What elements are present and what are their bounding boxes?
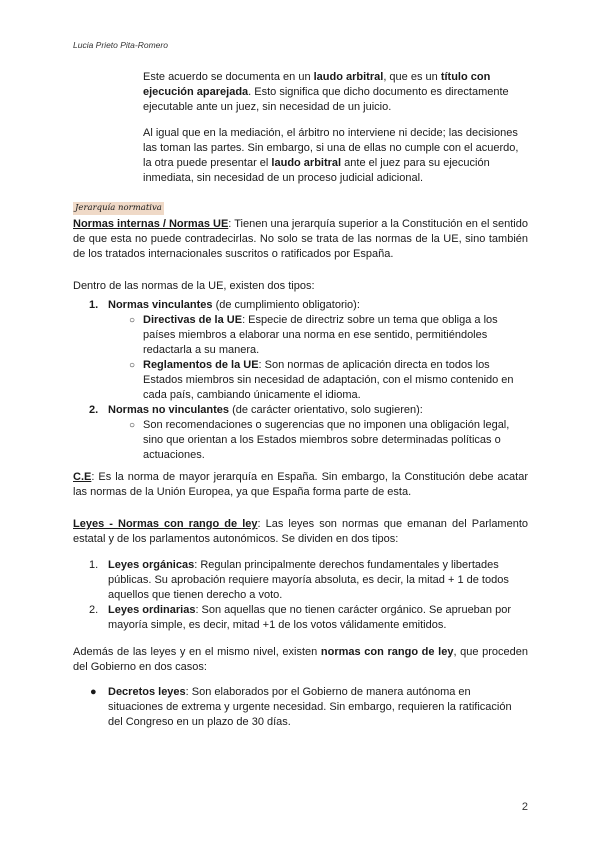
text-run: : Son normas de aplicación directa en todos los Estados miembros sin necesidad de adaptación, con el mismo contenido en cada país, cambiando únicamente el idioma. bbox=[143, 359, 514, 401]
bold-term: Decretos leyes bbox=[108, 686, 186, 698]
list-item bbox=[129, 418, 528, 463]
text-run: , que es un bbox=[383, 71, 441, 83]
list-item bbox=[89, 603, 528, 633]
bold-term: Directivas de la UE bbox=[143, 314, 243, 326]
bold-term: laudo arbitral bbox=[271, 157, 342, 169]
text-run: . Esto significa que dicho documento es directamente ejecutable ante un juez, sin necesidad de un juicio. bbox=[143, 86, 509, 113]
bold-term: Leyes ordinarias bbox=[108, 604, 196, 616]
leyes-paragraph bbox=[73, 517, 528, 547]
bold-term: título con ejecución aparejada bbox=[143, 71, 491, 98]
bullet-icon: ● bbox=[90, 686, 97, 698]
normas-internas-term: Normas internas / Normas UE bbox=[73, 218, 229, 230]
sub-list bbox=[129, 418, 528, 463]
text-run: : Tienen una jerarquía superior a la Constitución en el sentido de que esta no puede contradecirlas. No solo se trata de las normas de la UE, sino también de los tratados internacionales suscritos o ratificados por España. bbox=[73, 218, 528, 260]
list-item bbox=[90, 685, 528, 730]
page-number: 2 bbox=[521, 801, 528, 813]
text-run: , que proceden del Gobierno en dos casos: bbox=[73, 646, 529, 673]
ce-term: C.E bbox=[73, 471, 92, 483]
tipos-list bbox=[89, 298, 528, 463]
list-item bbox=[89, 298, 528, 313]
bold-term: Leyes orgánicas bbox=[108, 559, 195, 571]
list-item bbox=[89, 403, 528, 418]
text-run: : Especie de directriz sobre un tema que obliga a los países miembros a elaborar una norma en ese sentido, permitiéndoles redactarla a su manera. bbox=[143, 314, 498, 356]
list-marker: 1. bbox=[89, 299, 99, 311]
text-run: Al igual que en la mediación, el árbitro no interviene ni decide; las decisiones las toman las partes. Sin embargo, si una de ellas no cumple con el acuerdo, la otra puede presentar el bbox=[143, 127, 519, 169]
circle-bullet-icon: ○ bbox=[129, 360, 136, 371]
list-item bbox=[129, 358, 528, 403]
list-item bbox=[129, 313, 528, 358]
text-run: : Es la norma de mayor jerarquía en España. Sin embargo, la Constitución debe acatar las normas de la Unión Europea, ya que España forma parte de esta. bbox=[73, 471, 528, 498]
list-item bbox=[89, 558, 528, 603]
decretos-list bbox=[90, 685, 528, 730]
intro-paragraph-1 bbox=[143, 70, 528, 115]
intro-paragraph-2 bbox=[143, 126, 528, 186]
normas-internas-paragraph bbox=[73, 217, 528, 262]
list-marker: 2. bbox=[89, 604, 99, 616]
circle-bullet-icon: ○ bbox=[129, 315, 136, 326]
circle-bullet-icon: ○ bbox=[129, 420, 136, 431]
sub-list bbox=[129, 313, 528, 403]
text-run: : Regulan principalmente derechos fundamentales y libertades públicas. Su aprobación requiere mayoría absoluta, es decir, la mitad + 1 de todos aquellos que tienen derecho a voto. bbox=[108, 559, 509, 601]
leyes-term: Leyes - Normas con rango de ley bbox=[73, 518, 258, 530]
text-run: (de carácter orientativo, solo sugieren): bbox=[229, 404, 423, 416]
text-run: ante el juez para su ejecución inmediata, sin necesidad de un proceso judicial adicional. bbox=[143, 157, 490, 184]
list-marker: 2. bbox=[89, 404, 99, 416]
dentro-paragraph bbox=[73, 279, 528, 294]
section-heading: Jerarquía normativa bbox=[75, 203, 162, 213]
bold-term: Reglamentos de la UE bbox=[143, 359, 259, 371]
text-run: : Son aquellas que no tienen carácter orgánico. Se aprueban por mayoría simple, es decir, mitad +1 de los votos válidamente emitidos. bbox=[108, 604, 511, 631]
text-run: : Son elaborados por el Gobierno de manera autónoma en situaciones de extrema y urgente necesidad. Sin embargo, requieren la ratificación del Congreso en un plazo de 30 días. bbox=[108, 686, 512, 728]
bold-term: Normas no vinculantes bbox=[108, 404, 230, 416]
bold-term: Normas vinculantes bbox=[108, 299, 213, 311]
ce-paragraph bbox=[73, 470, 528, 500]
ademas-paragraph bbox=[73, 645, 528, 675]
section-heading-wrap bbox=[73, 200, 528, 215]
text-run: Son recomendaciones o sugerencias que no imponen una obligación legal, sino que orientan a los Estados miembros sobre determinadas políticas o actuaciones. bbox=[143, 419, 510, 461]
text-run: Además de las leyes y en el mismo nivel, existen bbox=[73, 646, 321, 658]
text-run: Este acuerdo se documenta en un bbox=[143, 71, 314, 83]
text-run: : Las leyes son normas que emanan del Parlamento estatal y de los parlamentos autonómicos. Se dividen en dos tipos: bbox=[73, 518, 529, 545]
page-header: Lucia Prieto Pita-Romero bbox=[73, 40, 168, 50]
bold-term: laudo arbitral bbox=[313, 71, 384, 83]
text-run: Dentro de las normas de la UE, existen dos tipos: bbox=[73, 280, 315, 292]
text-run: (de cumplimiento obligatorio): bbox=[212, 299, 360, 311]
list-marker: 1. bbox=[89, 559, 99, 571]
leyes-list bbox=[89, 558, 528, 633]
bold-term: normas con rango de ley bbox=[320, 646, 454, 658]
